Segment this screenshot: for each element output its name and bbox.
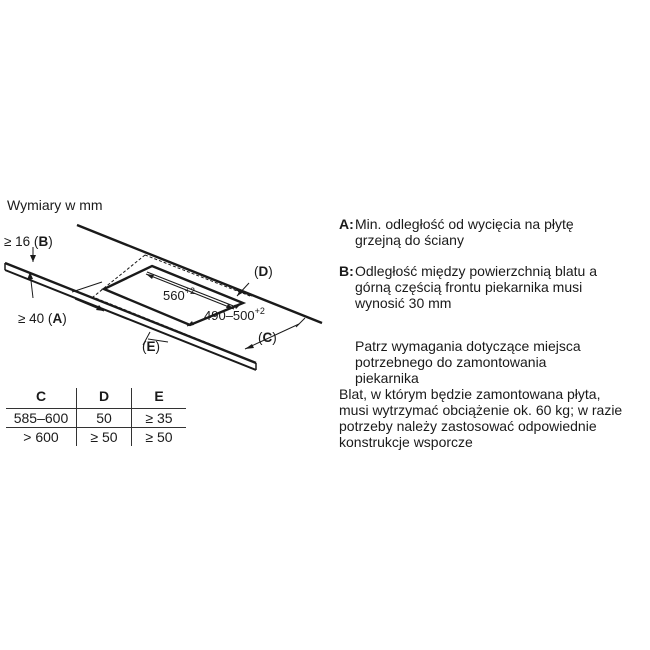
table-cell: ≥ 35 <box>132 409 187 428</box>
note-info-line: piekarnika <box>355 370 419 386</box>
note-info-line: Patrz wymagania dotyczące miejsca <box>355 338 581 354</box>
cutout-width-label: $560^{+2}$ <box>163 286 195 303</box>
note-weight-line: konstrukcje wsporcze <box>339 434 473 450</box>
table-cell: 585–600 <box>6 409 77 428</box>
table-header: E <box>132 388 187 409</box>
label-c: (C) <box>258 330 277 345</box>
label-e: (E) <box>142 339 161 354</box>
table-cell: ≥ 50 <box>77 428 132 447</box>
dim-b-arrowhead-top <box>30 255 36 262</box>
dim-c-arrowhead <box>245 344 254 349</box>
dim-c-ext <box>296 318 305 327</box>
note-info <box>355 338 581 386</box>
note-b-line: górną częścią frontu piekarnika musi <box>355 279 583 295</box>
units-label: Wymiary w mm <box>7 197 103 213</box>
worktop-back-edge <box>77 225 322 323</box>
note-a-line: grzejną do ściany <box>355 232 464 248</box>
note-b-key: B: <box>339 263 354 279</box>
note-weight-line: potrzeby należy zastosować odpowiednie <box>339 418 597 434</box>
oven-outline-dashed-top <box>145 255 250 296</box>
table-header: D <box>77 388 132 409</box>
note-info-line: potrzebnego do zamontowania <box>355 354 547 370</box>
label-b: ≥ 16 (B) <box>4 234 53 249</box>
note-a-line: Min. odległość od wycięcia na płytę <box>355 216 574 232</box>
table-row <box>6 409 186 428</box>
table-cell: ≥ 50 <box>132 428 187 447</box>
table-header: C <box>6 388 77 409</box>
note-b-line: Odległość między powierzchnią blatu a <box>355 263 598 279</box>
cutout-depth-label: $490-500^{+2}$ <box>204 306 265 323</box>
table-cell: 50 <box>77 409 132 428</box>
note-weight-line: Blat, w którym będzie zamontowana płyta, <box>339 386 601 402</box>
note-weight-line: musi wytrzymać obciążenie ok. 60 kg; w razie <box>339 402 623 418</box>
dimension-table <box>6 388 186 446</box>
table-row <box>6 428 186 447</box>
dim-a-ext <box>72 282 102 292</box>
note-a-key: A: <box>339 216 354 232</box>
label-d: (D) <box>254 264 273 279</box>
note-weight <box>339 386 622 450</box>
note-b-line: wynosić 30 mm <box>355 295 452 311</box>
table-cell: > 600 <box>23 429 59 445</box>
label-a: ≥ 40 (A) <box>18 311 67 326</box>
